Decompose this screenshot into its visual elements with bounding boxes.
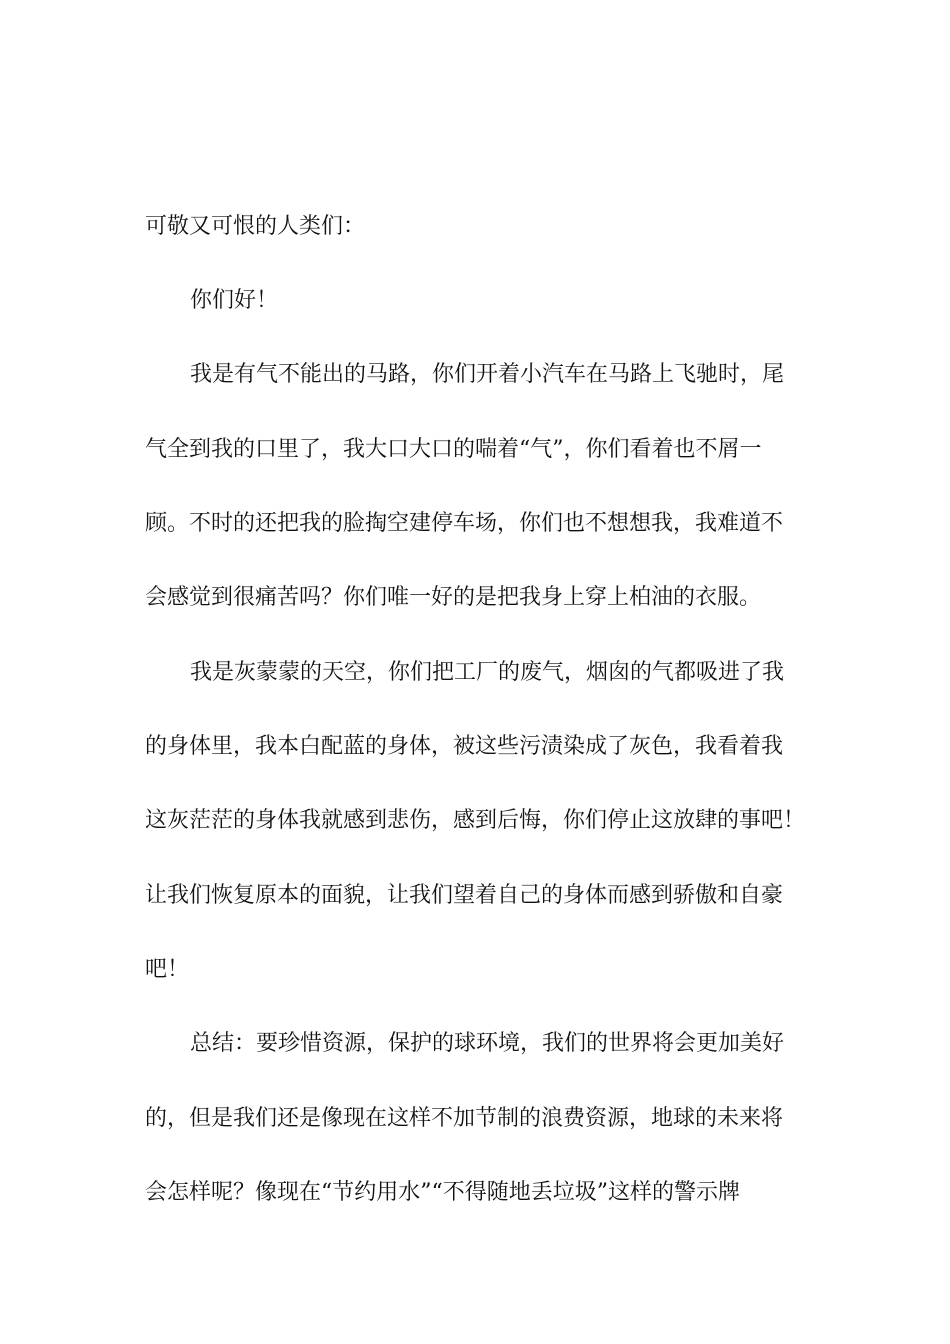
paragraph-summary-line-2: 的，但是我们还是像现在这样不加节制的浪费资源，地球的未来将 xyxy=(145,1106,784,1131)
paragraph-sky-line-4: 让我们恢复原本的面貌，让我们望着自己的身体而感到骄傲和自豪 xyxy=(145,883,784,908)
paragraph-summary-line-1: 总结：要珍惜资源，保护的球环境，我们的世界将会更加美好 xyxy=(190,1031,785,1056)
paragraph-road-line-4: 会感觉到很痛苦吗？你们唯一好的是把我身上穿上柏油的衣服。 xyxy=(145,585,762,610)
paragraph-road-line-3: 顾。不时的还把我的脸掏空建停车场，你们也不想想我，我难道不 xyxy=(145,511,784,536)
paragraph-road-line-2: 气全到我的口里了，我大口大口的喘着“气”，你们看着也不屑一 xyxy=(145,437,762,462)
paragraph-sky-line-1: 我是灰蒙蒙的天空，你们把工厂的废气，烟囱的气都吸进了我 xyxy=(190,660,785,685)
paragraph-sky-line-2: 的身体里，我本白配蓝的身体，被这些污渍染成了灰色，我看着我 xyxy=(145,734,784,759)
paragraph-road-line-1: 我是有气不能出的马路，你们开着小汽车在马路上飞驰时，尾 xyxy=(190,362,785,387)
paragraph-sky-line-3: 这灰茫茫的身体我就感到悲伤，感到后悔，你们停止这放肆的事吧！ xyxy=(145,808,806,833)
paragraph-summary-line-3: 会怎样呢？像现在“节约用水”“不得随地丢垃圾”这样的警示牌 xyxy=(145,1180,740,1205)
salutation-line: 可敬又可恨的人类们： xyxy=(145,214,366,239)
greeting-line: 你们好！ xyxy=(190,288,279,313)
paragraph-sky-line-5: 吧！ xyxy=(145,957,190,982)
